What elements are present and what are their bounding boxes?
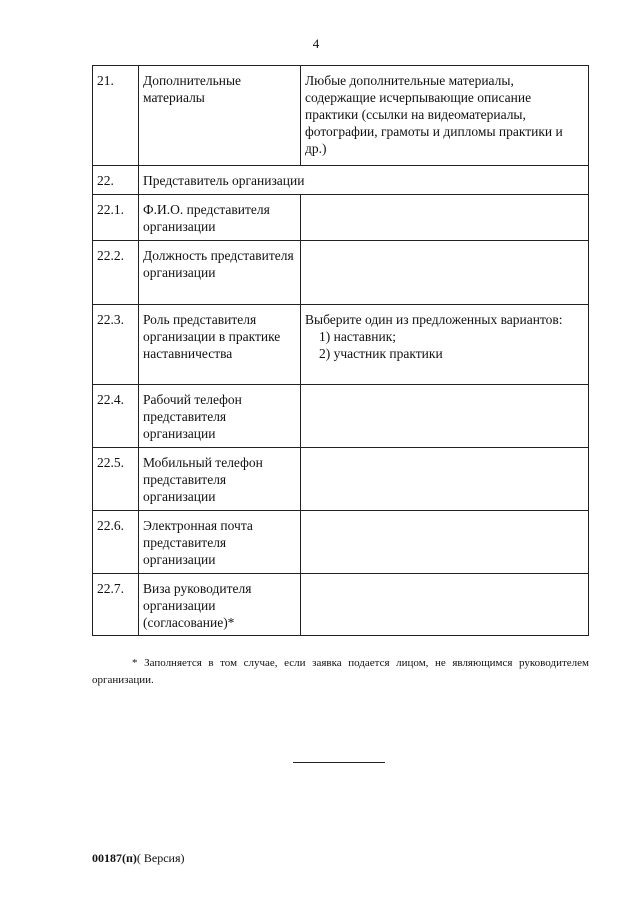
row-label: Представитель организации [139,166,589,195]
row-value[interactable] [301,195,589,241]
table-row [93,66,589,166]
table-row [93,195,589,241]
row-value[interactable] [301,305,589,385]
row-number: 22.1. [93,195,139,241]
row-value[interactable] [301,574,589,636]
row-number: 22.2. [93,241,139,305]
table-row [93,448,589,511]
role-instruction: Выберите один из предложенных вариантов: [305,312,563,327]
row-number: 22.4. [93,385,139,448]
row-value[interactable] [301,511,589,574]
row-label: Роль представителя организации в практике наставничества [139,305,301,385]
row-number: 22.6. [93,511,139,574]
row-value[interactable] [301,448,589,511]
row-number: 21. [93,66,139,166]
row-number: 22.3. [93,305,139,385]
row-value[interactable] [301,385,589,448]
table-row [93,241,589,305]
role-option-mentor: 1) наставник; [319,329,397,344]
document-code-number: 00187(п) [92,851,137,865]
table-row [93,305,589,385]
row-number: 22.5. [93,448,139,511]
role-options [305,328,584,362]
row-label: Электронная почта представителя организации [139,511,301,574]
table-row [93,166,589,195]
document-code [92,851,185,866]
row-label: Ф.И.О. представителя организации [139,195,301,241]
table-row [93,385,589,448]
row-label: Дополнительные материалы [139,66,301,166]
document-code-version: ( Версия) [136,851,185,865]
row-value[interactable] [301,241,589,305]
row-label: Рабочий телефон представителя организации [139,385,301,448]
row-label: Мобильный телефон представителя организации [139,448,301,511]
table-row [93,511,589,574]
table-row [93,574,589,636]
role-option-participant: 2) участник практики [319,346,443,361]
separator-line [293,762,385,763]
row-label: Виза руководителя организации (согласование)* [139,574,301,636]
application-form-table [92,65,589,636]
row-label: Должность представителя организации [139,241,301,305]
row-number: 22. [93,166,139,195]
row-value: Любые дополнительные материалы, содержащие исчерпывающие описание практики (ссылки на видеоматериалы, фотографии, грамоты и дипломы практики и др.) [301,66,589,166]
footnote: * Заполняется в том случае, если заявка подается лицом, не являющимся руководителем организации. [92,657,589,686]
row-number: 22.7. [93,574,139,636]
page-number: 4 [312,36,320,51]
